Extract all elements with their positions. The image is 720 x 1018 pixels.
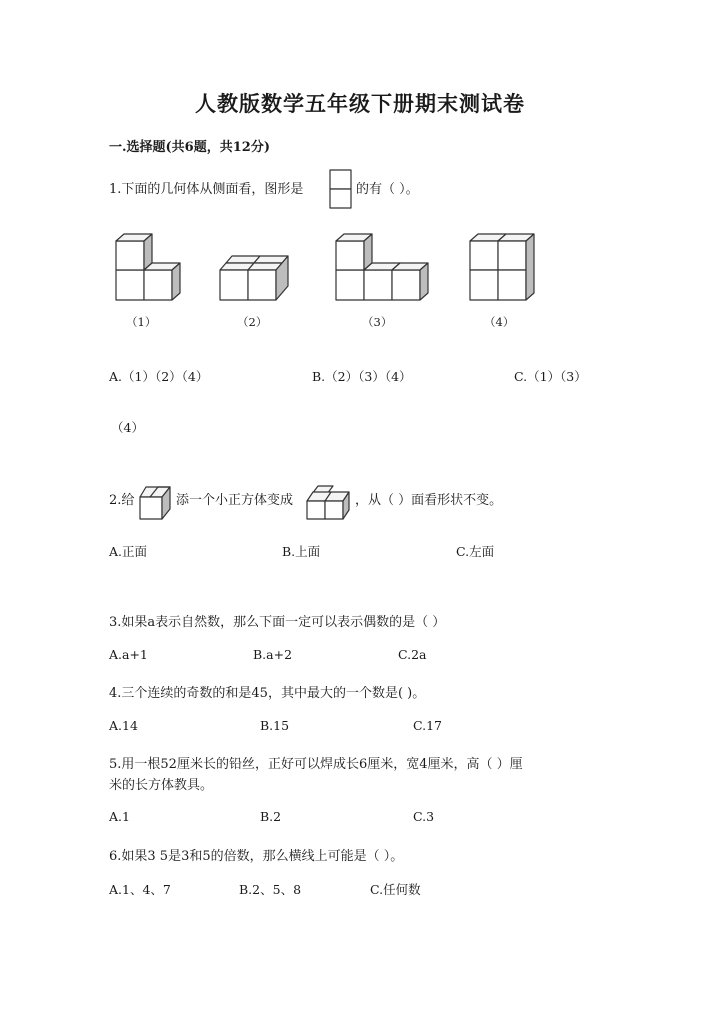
q1-figure-4-cubes: [464, 232, 544, 304]
q5-option-c[interactable]: C.3: [413, 809, 435, 824]
q3-option-c[interactable]: C.2a: [398, 647, 427, 662]
q4-option-b[interactable]: B.15: [260, 718, 290, 733]
page-title: 人教版数学五年级下册期末测试卷: [195, 91, 525, 116]
q1-figure-1-cubes: [110, 232, 190, 304]
q1-figure-3-cubes: [330, 232, 440, 304]
q3-option-b[interactable]: B.a+2: [253, 647, 293, 662]
q2-figure-before: [138, 486, 176, 522]
q6-option-b[interactable]: B.2、5、8: [239, 882, 302, 897]
q2-text-pre: 2.给: [109, 493, 135, 508]
q1-option-a[interactable]: A.（1）（2）（4）: [109, 369, 209, 384]
q2-text-post: ，从（ ）面看形状不变。: [355, 493, 503, 508]
q3-text: 3.如果a表示自然数，那么下面一定可以表示偶数的是（ ）: [109, 615, 446, 630]
q6-option-c[interactable]: C.任何数: [370, 882, 421, 897]
q4-option-c[interactable]: C.17: [413, 718, 442, 733]
q1-text-pre: 1.下面的几何体从侧面看，图形是: [109, 182, 304, 197]
q5-option-b[interactable]: B.2: [260, 809, 282, 824]
q1-figure-4-label: （4）: [484, 315, 515, 329]
q2-option-b[interactable]: B.上面: [282, 544, 321, 559]
q6-option-a[interactable]: A.1、4、7: [109, 882, 171, 897]
q6-text: 6.如果3 5是3和5的倍数，那么横线上可能是（ ）。: [109, 849, 404, 864]
q1-figure-1-label: （1）: [126, 315, 157, 329]
q1-text-post: 的有（ ）。: [356, 182, 419, 197]
q1-option-c-continued: （4）: [111, 420, 144, 435]
q2-figure-after: [305, 484, 355, 522]
q2-text-mid: 添一个小正方体变成: [176, 493, 294, 508]
q3-option-a[interactable]: A.a+1: [109, 647, 148, 662]
q1-figure-2-cubes: [218, 252, 302, 304]
q5-option-a[interactable]: A.1: [109, 809, 130, 824]
q4-option-a[interactable]: A.14: [109, 718, 138, 733]
q5-text-line-2: 米的长方体教具。: [109, 778, 214, 793]
section-heading: 一.选择题(共6题，共12分): [109, 140, 270, 155]
q2-option-c[interactable]: C.左面: [456, 544, 495, 559]
q4-text: 4.三个连续的奇数的和是45，其中最大的一个数是( )。: [109, 686, 426, 701]
q1-option-c[interactable]: C.（1）（3）: [514, 369, 587, 384]
q1-figure-3-label: （3）: [362, 315, 393, 329]
q1-side-view-figure: [329, 169, 353, 211]
q2-option-a[interactable]: A.正面: [109, 544, 148, 559]
q5-text-line-1: 5.用一根52厘米长的铅丝，正好可以焊成长6厘米，宽4厘米，高（ ）厘: [109, 757, 523, 772]
q1-figure-2-label: （2）: [237, 315, 268, 329]
q1-option-b[interactable]: B.（2）（3）（4）: [312, 369, 412, 384]
